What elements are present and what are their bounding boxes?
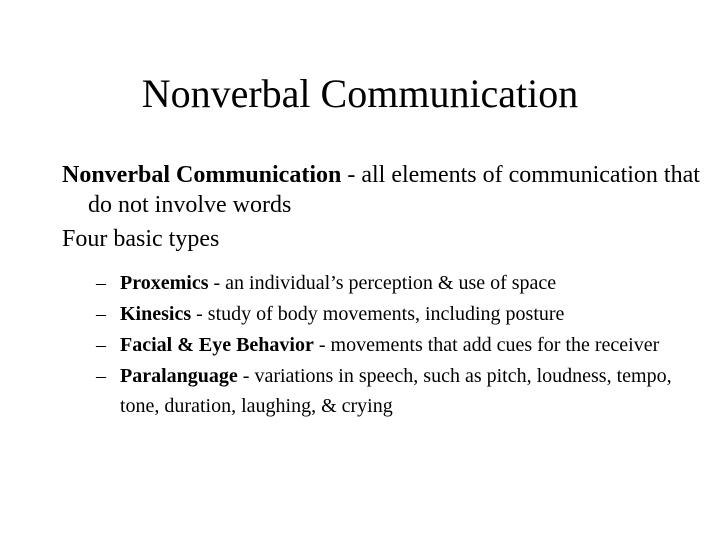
type-description: - an individual’s perception & use of space (208, 272, 557, 294)
dash-bullet: – (96, 334, 106, 356)
list-item-kinesics (62, 299, 702, 329)
list-item-paralanguage (62, 361, 702, 421)
type-term: Proxemics (120, 272, 209, 294)
dash-bullet: – (96, 365, 106, 387)
types-heading: Four basic types (62, 226, 220, 252)
type-description: - variations in speech, such as pitch, loudness, tempo, tone, duration, laughing, & crying (120, 365, 672, 417)
type-term: Paralanguage (120, 365, 238, 387)
type-description: - movements that add cues for the receiver (313, 334, 660, 356)
slide-body (62, 160, 702, 422)
slide-title: Nonverbal Communication (141, 71, 579, 116)
type-term: Facial & Eye Behavior (120, 334, 314, 356)
list-item-facial-eye-behavior (62, 330, 702, 360)
definition-paragraph (62, 160, 702, 220)
type-term: Kinesics (120, 303, 192, 325)
types-list (62, 268, 702, 421)
type-description: - study of body movements, including posture (191, 303, 565, 325)
list-item-proxemics (62, 268, 702, 298)
definition-term: Nonverbal Communication (62, 162, 342, 188)
dash-bullet: – (96, 303, 106, 325)
dash-bullet: – (96, 272, 106, 294)
definition-text: - all elements of communication that do not involve words (88, 162, 700, 218)
